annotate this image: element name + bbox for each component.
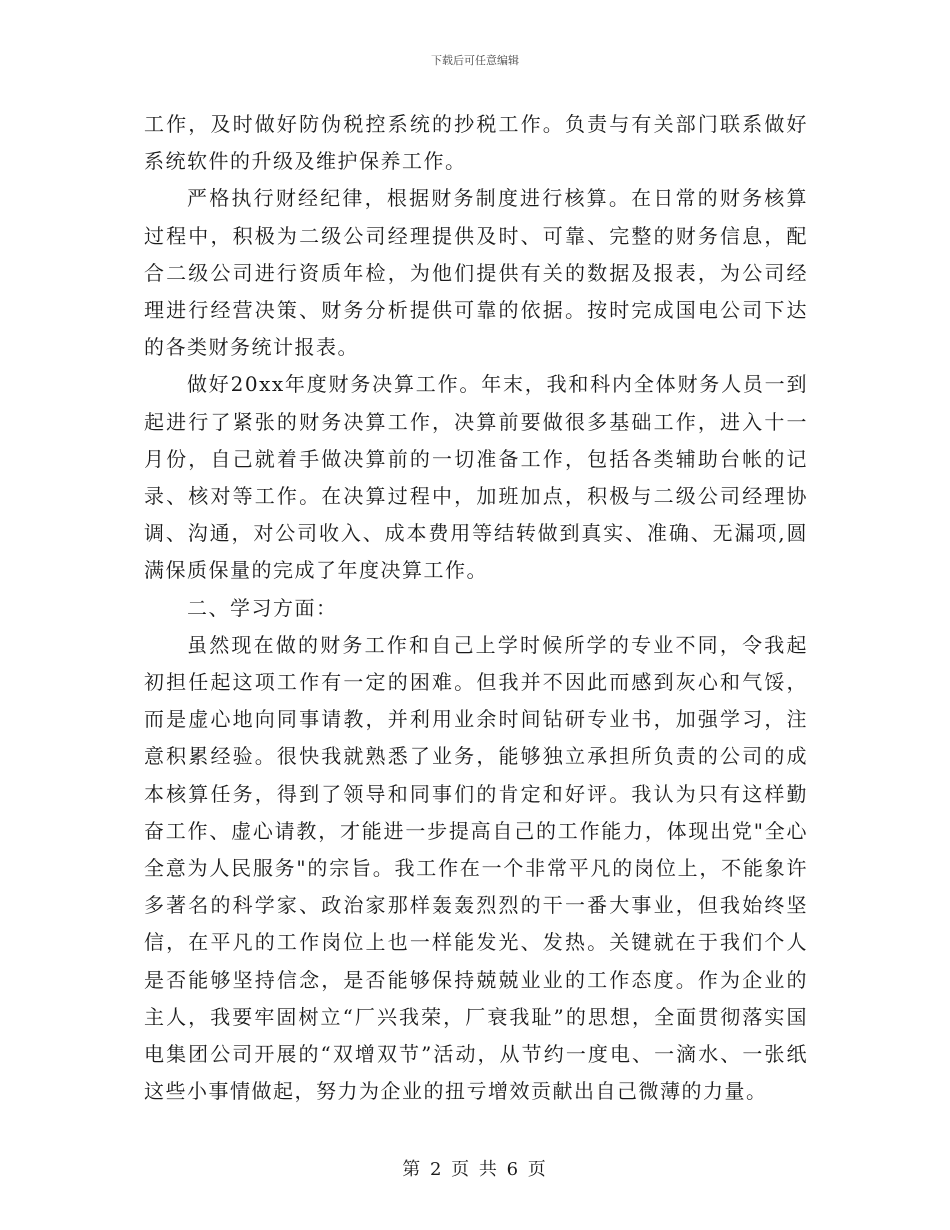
paragraph-continuation: 工作，及时做好防伪税控系统的抄税工作。负责与有关部门联系做好系统软件的升级及维护保养工作。 (144, 112, 808, 174)
section-heading-study: 二、学习方面： (187, 595, 338, 620)
paragraph-study: 虽然现在做的财务工作和自己上学时候所学的专业不同，令我起初担任起这项工作有一定的困难。但我并不因此而感到灰心和气馁，而是虚心地向同事请教，并利用业余时间钻研专业书，加强学习，注意积累经验。很快我就熟悉了业务，能够独立承担所负责的公司的成本核算任务，得到了领导和同事们的肯定和好评。我认为只有这样勤奋工作、虚心请教，才能进一步提高自己的工作能力，体现出党"全心全意为人民服务"的宗旨。我工作在一个非常平凡的岗位上，不能象许多著名的科学家、政治家那样轰轰烈烈的干一番大事业，但我始终坚信，在平凡的工作岗位上也一样能发光、发热。关键就在于我们个人是否能够坚持信念，是否能够保持兢兢业业的工作态度。作为企业的主人，我要牢固树立“厂兴我荣，厂衰我耻”的思想，全面贯彻落实国电集团公司开展的“双增双节”活动，从节约一度电、一滴水、一张纸这些小事情做起，努力为企业的扭亏增效贡献出自己微薄的力量。 (144, 632, 808, 1104)
paragraph-financial-discipline: 严格执行财经纪律，根据财务制度进行核算。在日常的财务核算过程中，积极为二级公司经理提供及时、可靠、完整的财务信息，配合二级公司进行资质年检，为他们提供有关的数据及报表，为公司经理进行经营决策、财务分析提供可靠的依据。按时完成国电公司下达的各类财务统计报表。 (144, 186, 808, 360)
page-number: 第 2 页 共 6 页 (402, 1159, 548, 1180)
paragraph-annual-closing: 做好20xx年度财务决算工作。年末，我和科内全体财务人员一到起进行了紧张的财务决算工作，决算前要做很多基础工作，进入十一月份，自己就着手做决算前的一切准备工作，包括各类辅助台帐的记录、核对等工作。在决算过程中，加班加点，积极与二级公司经理协调、沟通，对公司收入、成本费用等结转做到真实、准确、无漏项,圆满保质保量的完成了年度决算工作。 (144, 372, 808, 583)
document-body (144, 106, 808, 1110)
page-header: 下载后可任意编辑 (431, 54, 519, 67)
